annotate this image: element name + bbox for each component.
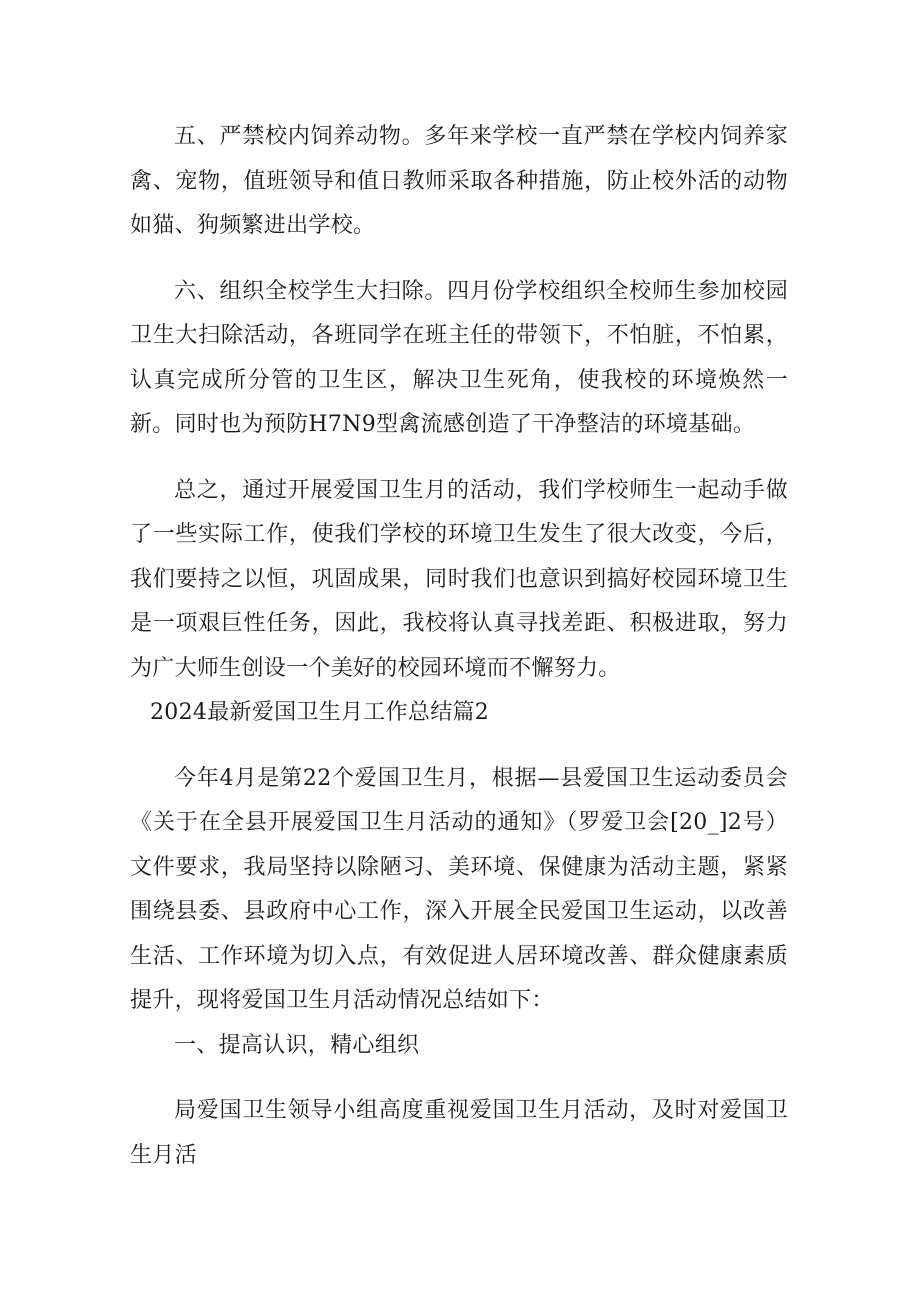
subheading-raise-awareness: 一、提高认识，精心组织 (174, 1032, 420, 1058)
section-title: 2024最新爱国卫生月工作总结篇2 (150, 700, 490, 725)
paragraph-cleanup: 六、组织全校学生大扫除。四月份学校组织全校师生参加校园卫生大扫除活动，各班同学在班主任的带领下，不怕脏，不怕累，认真完成所分管的卫生区，解决卫生死角，使我校的环境焕然一新。同时也为预防H7N9型禽流感创造了干净整洁的环境基础。 (130, 278, 788, 437)
paragraph-no-animals: 五、严禁校内饲养动物。多年来学校一直严禁在学校内饲养家禽、宠物，值班领导和值日教师采取各种措施，防止校外活的动物如猫、狗频繁进出学校。 (130, 124, 788, 238)
document-body (130, 115, 788, 1178)
paragraph-intro: 今年4月是第22个爱国卫生月，根据—县爱国卫生运动委员会《关于在全县开展爱国卫生月活动的通知》（罗爱卫会[20_]2号）文件要求，我局坚持以除陋习、美环境、保健康为活动主题，紧紧围绕县委、县政府中心工作，深入开展全民爱国卫生运动，以改善生活、工作环境为切入点，有效促进人居环境改善、群众健康素质提升，现将爱国卫生月活动情况总结如下： (130, 765, 788, 1013)
paragraph-leadership: 局爱国卫生领导小组高度重视爱国卫生月活动，及时对爱国卫生月活 (130, 1098, 788, 1168)
paragraph-conclusion: 总之，通过开展爱国卫生月的活动，我们学校师生一起动手做了一些实际工作，使我们学校的环境卫生发生了很大改变，今后，我们要持之以恒，巩固成果，同时我们也意识到搞好校园环境卫生是一项艰巨性任务，因此，我校将认真寻找差距、积极进取，努力为广大师生创设一个美好的校园环境而不懈努力。 (130, 477, 788, 681)
